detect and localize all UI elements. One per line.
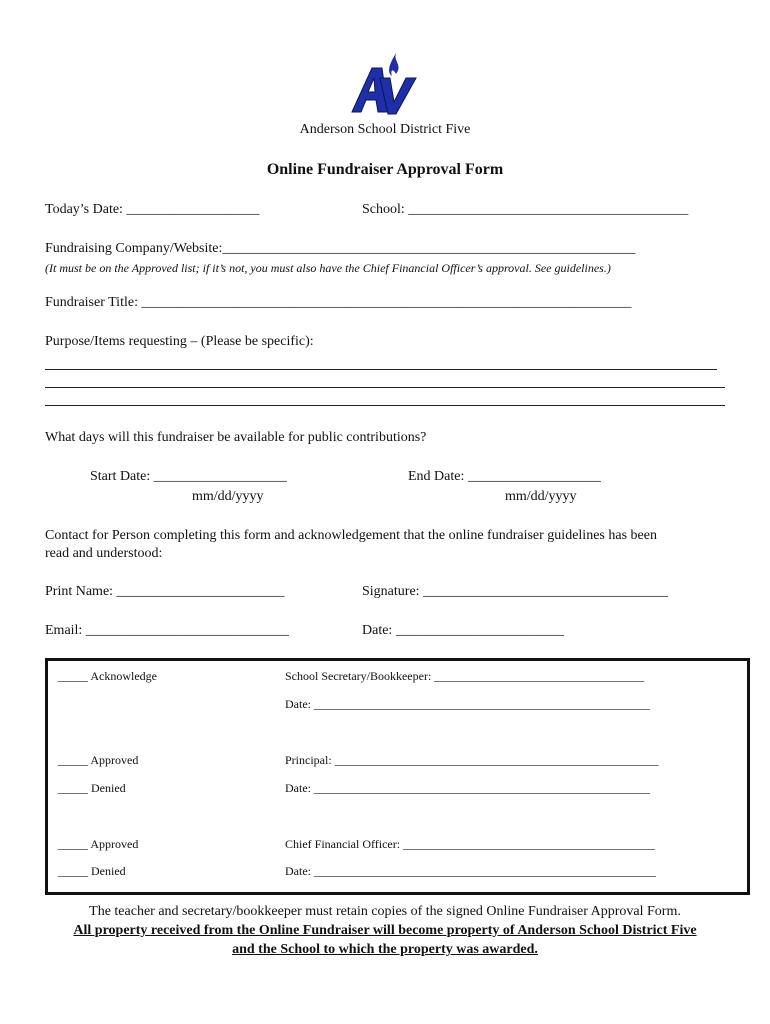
purpose-label: Purpose/Items requesting – (Please be specific): — [45, 334, 314, 349]
principal-approved-check[interactable]: _____ Approved — [58, 753, 139, 767]
purpose-line-3[interactable] — [45, 405, 725, 406]
principal-signature-field[interactable]: Principal: ______________________________________________________ — [285, 753, 659, 767]
property-notice-line-2: and the School to which the property was awarded. — [232, 942, 538, 957]
end-date-format: mm/dd/yyyy — [505, 489, 577, 504]
availability-question: What days will this fundraiser be available for public contributions? — [45, 430, 427, 445]
cfo-denied-check[interactable]: _____ Denied — [58, 864, 126, 878]
fundraiser-title-field[interactable]: Fundraiser Title: ______________________________________________________________________ — [45, 295, 632, 310]
contact-text-line-2: read and understood: — [45, 546, 163, 561]
logo-flame — [389, 50, 398, 76]
acknowledge-check[interactable]: _____ Acknowledge — [58, 669, 157, 683]
date-field[interactable]: Date: ________________________ — [362, 623, 564, 638]
retention-notice: The teacher and secretary/bookkeeper must retain copies of the signed Online Fundraiser Approval Form. — [89, 904, 681, 919]
principal-denied-check[interactable]: _____ Denied — [58, 781, 126, 795]
contact-text-line-1: Contact for Person completing this form and acknowledgement that the online fundraiser guidelines has been — [45, 528, 657, 543]
email-field[interactable]: Email: _____________________________ — [45, 623, 289, 638]
purpose-line-1[interactable] — [45, 369, 717, 370]
property-notice-line-1: All property received from the Online Fundraiser will become property of Anderson School District Five — [73, 923, 697, 938]
end-date-field[interactable]: End Date: ___________________ — [408, 469, 601, 484]
cfo-approved-check[interactable]: _____ Approved — [58, 837, 139, 851]
start-date-field[interactable]: Start Date: ___________________ — [90, 469, 287, 484]
signature-field[interactable]: Signature: ___________________________________ — [362, 584, 669, 599]
company-guideline-note: (It must be on the Approved list; if it’s not, you must also have the Chief Financial Officer’s approval. See guidelines.) — [45, 261, 611, 275]
cfo-date-field[interactable]: Date: _________________________________________________________ — [285, 864, 656, 878]
todays-date-field[interactable]: Today’s Date: ___________________ — [45, 202, 260, 217]
secretary-date-field[interactable]: Date: ________________________________________________________ — [285, 697, 650, 711]
start-date-format: mm/dd/yyyy — [192, 489, 264, 504]
purpose-line-2[interactable] — [45, 387, 725, 388]
principal-date-field[interactable]: Date: ________________________________________________________ — [285, 781, 650, 795]
school-field[interactable]: School: ________________________________________ — [362, 202, 689, 217]
fundraising-company-field[interactable]: Fundraising Company/Website:___________________________________________________________ — [45, 241, 636, 256]
form-title: Online Fundraiser Approval Form — [266, 161, 504, 178]
district-logo — [346, 48, 418, 116]
district-name: Anderson School District Five — [299, 122, 471, 137]
cfo-signature-field[interactable]: Chief Financial Officer: __________________________________________ — [285, 837, 656, 851]
print-name-field[interactable]: Print Name: ________________________ — [45, 584, 285, 599]
secretary-signature-field[interactable]: School Secretary/Bookkeeper: ___________________________________ — [285, 669, 645, 683]
approval-box — [45, 658, 750, 895]
